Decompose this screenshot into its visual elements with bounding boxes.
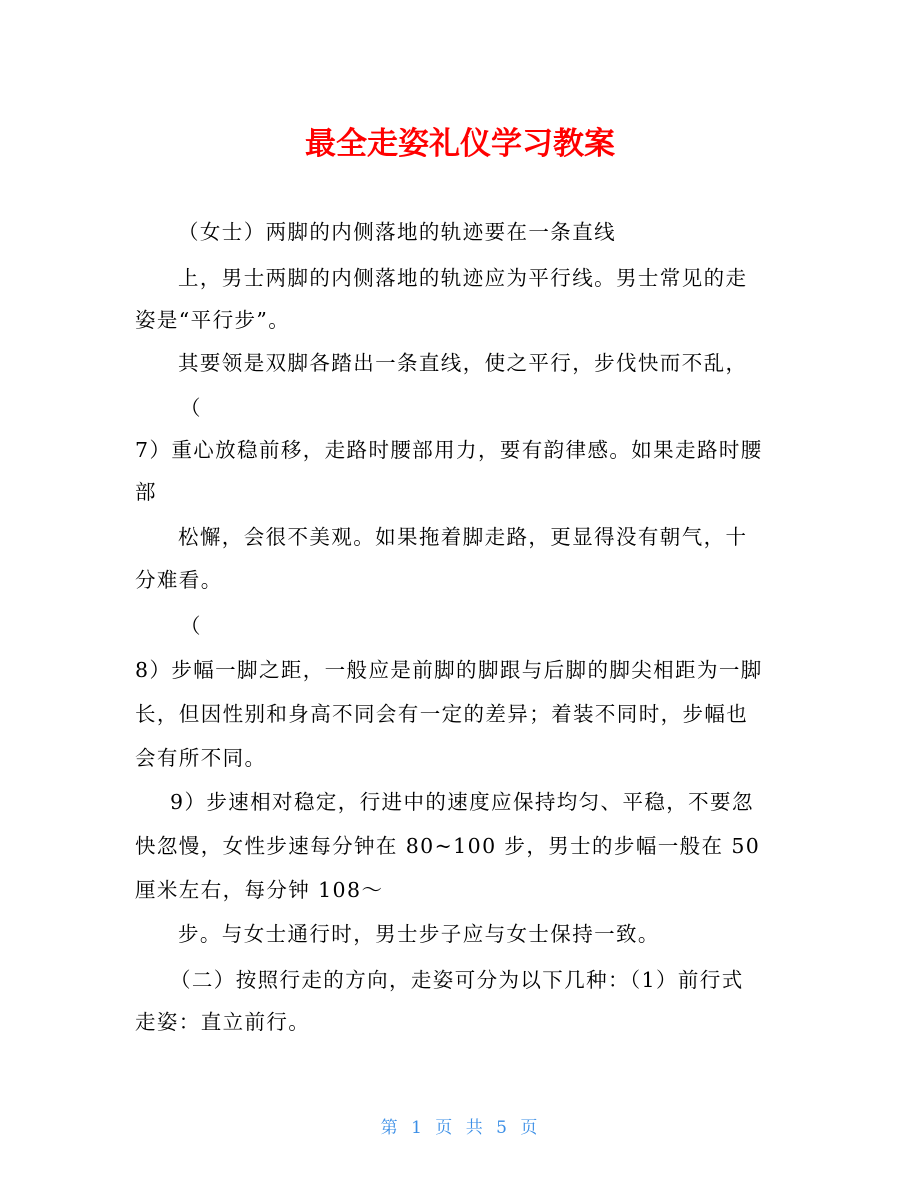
text-line: 8）步幅一脚之距，一般应是前脚的脚跟与后脚的脚尖相距为一脚 [135, 658, 763, 682]
text-line: 部 [135, 480, 157, 504]
text-line: 其要领是双脚各踏出一条直线，使之平行，步伐快而不乱， [178, 351, 748, 375]
text-line: 快忽慢，女性步速每分钟在 80~100 步，男士的步幅一般在 50 [135, 834, 761, 858]
page-footer: 第 1 页 共 5 页 [380, 1118, 540, 1138]
text-line: 9）步速相对稳定，行进中的速度应保持均匀、平稳，不要忽 [170, 790, 754, 814]
text-line: 长，但因性别和身高不同会有一定的差异；着装不同时，步幅也 [135, 702, 749, 726]
text-line: 7）重心放稳前移，走路时腰部用力，要有韵律感。如果走路时腰 [135, 438, 763, 462]
text-line: 分难看。 [135, 568, 223, 592]
text-line: 走姿：直立前行。 [135, 1010, 311, 1034]
text-line: 会有所不同。 [135, 746, 267, 770]
text-line: 厘米左右，每分钟 108～ [135, 878, 384, 902]
text-line: （ [180, 614, 202, 638]
text-line: 松懈，会很不美观。如果拖着脚走路，更显得没有朝气，十 [178, 525, 748, 549]
text-line: （女士）两脚的内侧落地的轨迹要在一条直线 [178, 220, 616, 244]
text-line: 姿是“平行步”。 [135, 308, 291, 332]
document-title: 最全走姿礼仪学习教案 [305, 126, 615, 162]
text-line: （ [180, 396, 202, 420]
text-line: 步。与女士通行时，男士步子应与女士保持一致。 [178, 922, 660, 946]
text-line: （二）按照行走的方向，走姿可分为以下几种：（1）前行式 [170, 968, 744, 992]
text-line: 上，男士两脚的内侧落地的轨迹应为平行线。男士常见的走 [178, 266, 748, 290]
